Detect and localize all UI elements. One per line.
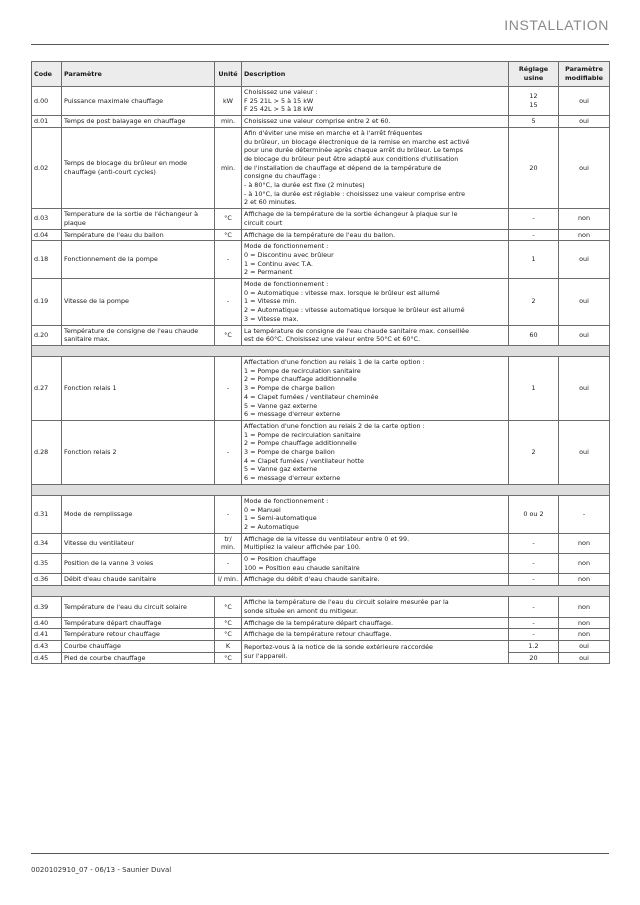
description-line: Affectation d'une fonction au relais 1 de la carte option :	[244, 357, 425, 366]
cell-parameter: Température de l'eau du circuit solaire	[62, 597, 215, 617]
cell-description	[242, 617, 509, 629]
group-separator-row	[32, 586, 610, 597]
cell-factory-setting	[509, 356, 559, 420]
table-row	[32, 356, 610, 420]
cell-description	[242, 420, 509, 484]
cell-modifiable: oui	[559, 116, 610, 128]
cell-unit: l/ min.	[215, 574, 242, 586]
description-line: 3 = Pompe de charge ballon	[244, 384, 335, 393]
description-line: 6 = message d'erreur externe	[244, 474, 341, 483]
factory-value: 0 ou 2	[523, 509, 544, 518]
column-header-factory-line2: usine	[523, 74, 544, 82]
cell-code: d.02	[32, 127, 62, 208]
description-line: 0 = Discontinu avec brûleur	[244, 250, 334, 259]
description-line: Affichage de la température départ chauffage.	[244, 618, 393, 627]
cell-unit: K	[215, 640, 242, 652]
cell-description	[242, 87, 509, 116]
cell-code: d.20	[32, 325, 62, 345]
column-header-code: Code	[32, 62, 62, 87]
factory-value: -	[532, 538, 535, 547]
cell-parameter: Puissance maximale chauffage	[62, 87, 215, 116]
cell-factory-setting	[509, 574, 559, 586]
description-line: Reportez-vous à la notice de la sonde extérieure raccordée	[244, 643, 433, 652]
cell-modifiable: oui	[559, 356, 610, 420]
cell-factory-setting	[509, 495, 559, 533]
table-row	[32, 495, 610, 533]
cell-parameter: Pied de courbe chauffage	[62, 652, 215, 664]
parameter-table	[31, 61, 610, 664]
cell-factory-setting	[509, 533, 559, 553]
description-line: sonde située en amont du mitigeur.	[244, 606, 359, 615]
table-row	[32, 229, 610, 241]
description-line: 1 = Continu avec T.A.	[244, 259, 313, 268]
column-header-modifiable-line1: Paramètre	[565, 65, 603, 74]
description-line: Affichage de la température de la sortie échangeur à plaque sur le	[244, 210, 458, 219]
cell-modifiable: non	[559, 229, 610, 241]
cell-parameter: Débit d'eau chaude sanitaire	[62, 574, 215, 586]
cell-modifiable: -	[559, 495, 610, 533]
column-header-modifiable-line2: modifiable	[565, 74, 603, 82]
cell-code: d.28	[32, 420, 62, 484]
description-line: Choisissez une valeur :	[244, 88, 318, 96]
cell-factory-setting	[509, 87, 559, 116]
cell-factory-setting	[509, 241, 559, 279]
description-line: La température de consigne de l'eau chaude sanitaire max. conseillée	[244, 326, 470, 335]
cell-parameter: Temps de blocage du brûleur en mode chauffage (anti-court cycles)	[62, 127, 215, 208]
cell-unit: °C	[215, 652, 242, 664]
description-line: 2 = Pompe chauffage additionnelle	[244, 375, 357, 384]
cell-code: d.39	[32, 597, 62, 617]
table-row	[32, 574, 610, 586]
cell-code: d.35	[32, 554, 62, 574]
description-line: 100 = Position eau chaude sanitaire	[244, 563, 360, 572]
cell-parameter: Vitesse de la pompe	[62, 279, 215, 326]
cell-code: d.18	[32, 241, 62, 279]
cell-factory-setting	[509, 127, 559, 208]
group-separator-cell	[32, 345, 610, 356]
factory-value: 5	[531, 117, 536, 126]
cell-parameter: Temps de post balayage en chauffage	[62, 116, 215, 128]
table-row	[32, 554, 610, 574]
cell-description	[242, 229, 509, 241]
cell-modifiable: non	[559, 533, 610, 553]
description-line: Mode de fonctionnement :	[244, 280, 329, 289]
factory-value: 20	[529, 653, 538, 662]
column-header-factory-line1: Réglage	[518, 65, 549, 74]
cell-description	[242, 597, 509, 617]
table-row	[32, 420, 610, 484]
cell-description	[242, 640, 509, 663]
factory-value: -	[532, 630, 535, 639]
cell-factory-setting	[509, 279, 559, 326]
cell-code: d.04	[32, 229, 62, 241]
table-row	[32, 127, 610, 208]
description-line: 1 = Semi-automatique	[244, 514, 317, 523]
cell-description	[242, 116, 509, 128]
cell-code: d.03	[32, 209, 62, 229]
cell-code: d.31	[32, 495, 62, 533]
cell-modifiable: non	[559, 597, 610, 617]
table-row	[32, 241, 610, 279]
cell-description	[242, 533, 509, 553]
description-line: Affectation d'une fonction au relais 2 de la carte option :	[244, 421, 425, 430]
column-header-parameter: Paramètre	[62, 62, 215, 87]
column-header-unit: Unité	[215, 62, 242, 87]
description-line: 1 = Pompe de recirculation sanitaire	[244, 430, 361, 439]
cell-parameter: Fonction relais 1	[62, 356, 215, 420]
table-row	[32, 279, 610, 326]
description-line: - à 80°C, la durée est fixe (2 minutes)	[244, 181, 365, 190]
cell-code: d.19	[32, 279, 62, 326]
description-line: Afin d'éviter une mise en marche et à l'arrêt fréquentes	[244, 128, 423, 137]
cell-parameter: Fonctionnement de la pompe	[62, 241, 215, 279]
description-line: de blocage du brûleur peut être adapté aux conditions d'utilisation	[244, 154, 459, 163]
factory-value: 20	[529, 163, 538, 172]
cell-unit: -	[215, 495, 242, 533]
cell-modifiable: oui	[559, 420, 610, 484]
header-divider	[31, 44, 609, 45]
cell-factory-setting	[509, 652, 559, 664]
factory-value: 2	[531, 297, 536, 306]
cell-modifiable: non	[559, 617, 610, 629]
cell-code: d.00	[32, 87, 62, 116]
cell-code: d.43	[32, 640, 62, 652]
factory-value: 1	[531, 255, 536, 264]
factory-value: -	[532, 230, 535, 239]
footer-text: 0020102910_07 - 06/13 - Saunier Duval	[31, 866, 172, 874]
cell-unit: -	[215, 420, 242, 484]
cell-code: d.34	[32, 533, 62, 553]
cell-parameter: Position de la vanne 3 voies	[62, 554, 215, 574]
cell-description	[242, 241, 509, 279]
table-row	[32, 629, 610, 641]
cell-factory-setting	[509, 209, 559, 229]
cell-modifiable: oui	[559, 87, 610, 116]
description-line: 1 = Vitesse min.	[244, 297, 297, 306]
cell-unit: -	[215, 554, 242, 574]
cell-modifiable: oui	[559, 652, 610, 664]
cell-factory-setting	[509, 640, 559, 652]
group-separator-cell	[32, 484, 610, 495]
description-line: - à 10°C, la durée est réglable : choisissez une valeur comprise entre	[244, 189, 466, 198]
cell-code: d.41	[32, 629, 62, 641]
cell-factory-setting	[509, 554, 559, 574]
column-header-description: Description	[242, 62, 509, 87]
cell-parameter: Température retour chauffage	[62, 629, 215, 641]
description-line: 2 = Automatique	[244, 522, 299, 531]
cell-unit: -	[215, 241, 242, 279]
table-row	[32, 87, 610, 116]
cell-factory-setting	[509, 420, 559, 484]
cell-modifiable: oui	[559, 241, 610, 279]
cell-description	[242, 279, 509, 326]
cell-factory-setting	[509, 629, 559, 641]
cell-modifiable: non	[559, 554, 610, 574]
cell-parameter: Température de consigne de l'eau chaude sanitaire max.	[62, 325, 215, 345]
table-row	[32, 325, 610, 345]
group-separator-cell	[32, 586, 610, 597]
cell-unit: tr/ min.	[215, 533, 242, 553]
table-row	[32, 116, 610, 128]
cell-code: d.36	[32, 574, 62, 586]
table-row	[32, 533, 610, 553]
cell-parameter: Temperature de la sortie de l'échangeur à plaque	[62, 209, 215, 229]
group-separator-row	[32, 484, 610, 495]
cell-factory-setting	[509, 325, 559, 345]
factory-value: -	[532, 575, 535, 584]
section-title: INSTALLATION	[504, 17, 609, 33]
cell-unit: min.	[215, 127, 242, 208]
column-header-modifiable	[559, 62, 610, 87]
description-line: Affichage de la vitesse du ventilateur entre 0 et 99.	[244, 534, 410, 543]
factory-value: 15	[529, 101, 538, 110]
description-line: Affichage de la température de l'eau du ballon.	[244, 230, 396, 239]
cell-description	[242, 325, 509, 345]
cell-code: d.45	[32, 652, 62, 664]
cell-unit: -	[215, 356, 242, 420]
description-line: Multipliez la valeur affichée par 100.	[244, 543, 361, 552]
cell-factory-setting	[509, 116, 559, 128]
description-line: Mode de fonctionnement :	[244, 242, 329, 251]
table-row	[32, 209, 610, 229]
description-line: de l'installation de chauffage et dépend de la température de	[244, 163, 442, 172]
cell-modifiable: oui	[559, 279, 610, 326]
cell-description	[242, 495, 509, 533]
factory-value: -	[532, 618, 535, 627]
column-header-factory-setting	[509, 62, 559, 87]
description-line: 2 et 60 minutes.	[244, 198, 297, 207]
description-line: Choisissez une valeur comprise entre 2 et 60.	[244, 117, 391, 126]
description-line: 2 = Permanent	[244, 268, 293, 277]
cell-modifiable: oui	[559, 325, 610, 345]
table-body	[32, 87, 610, 664]
factory-value: 1	[531, 384, 536, 393]
cell-description	[242, 574, 509, 586]
factory-value: 2	[531, 448, 536, 457]
description-line: sur l'appareil.	[244, 652, 288, 661]
description-line: 3 = Pompe de charge ballon	[244, 448, 335, 457]
cell-factory-setting	[509, 617, 559, 629]
description-line: 0 = Automatique : vitesse max. lorsque le brûleur est allumé	[244, 288, 440, 297]
cell-unit: kW	[215, 87, 242, 116]
group-separator-row	[32, 345, 610, 356]
factory-value: -	[532, 559, 535, 568]
cell-unit: °C	[215, 617, 242, 629]
description-line: F 25 42L > 5 à 18 kW	[244, 105, 314, 114]
cell-parameter: Fonction relais 2	[62, 420, 215, 484]
table-header-row	[32, 62, 610, 87]
cell-parameter: Température de l'eau du ballon	[62, 229, 215, 241]
description-line: 4 = Clapet fumées / ventilateur hotte	[244, 456, 364, 465]
cell-parameter: Mode de remplissage	[62, 495, 215, 533]
table-row	[32, 597, 610, 617]
description-line: 1 = Pompe de recirculation sanitaire	[244, 366, 361, 375]
cell-unit: °C	[215, 229, 242, 241]
table-row	[32, 617, 610, 629]
factory-value: 60	[529, 330, 538, 339]
description-line: Mode de fonctionnement :	[244, 496, 329, 505]
cell-unit: °C	[215, 209, 242, 229]
factory-value: 12	[529, 92, 538, 101]
cell-description	[242, 127, 509, 208]
cell-factory-setting	[509, 597, 559, 617]
description-line: 5 = Vanne gaz externe	[244, 465, 318, 474]
cell-modifiable: oui	[559, 640, 610, 652]
description-line: 3 = Vitesse max.	[244, 314, 299, 323]
description-line: 6 = message d'erreur externe	[244, 410, 341, 419]
description-line: 2 = Pompe chauffage additionnelle	[244, 439, 357, 448]
cell-description	[242, 629, 509, 641]
cell-unit: min.	[215, 116, 242, 128]
description-line: consigne du chauffage :	[244, 172, 321, 181]
description-line: pour une durée déterminée après chaque arrêt du brûleur. Le temps	[244, 146, 463, 155]
factory-value: 1.2	[528, 641, 539, 650]
cell-unit: °C	[215, 325, 242, 345]
cell-description	[242, 554, 509, 574]
description-line: Affichage de la température retour chauffage.	[244, 630, 392, 639]
cell-unit: °C	[215, 629, 242, 641]
cell-code: d.27	[32, 356, 62, 420]
cell-description	[242, 209, 509, 229]
description-line: Affichage du débit d'eau chaude sanitaire.	[244, 575, 380, 584]
cell-unit: °C	[215, 597, 242, 617]
description-line: 0 = Position chauffage	[244, 555, 317, 564]
factory-value: -	[532, 602, 535, 611]
table-row	[32, 640, 610, 652]
cell-code: d.01	[32, 116, 62, 128]
factory-value: -	[532, 214, 535, 223]
description-line: 0 = Manuel	[244, 505, 281, 514]
description-line: 4 = Clapet fumées / ventilateur cheminée	[244, 392, 379, 401]
cell-modifiable: non	[559, 629, 610, 641]
description-line: du brûleur, un blocage électronique de la remise en marche est activé	[244, 137, 470, 146]
cell-code: d.40	[32, 617, 62, 629]
description-line: est de 60°C. Choisissez une valeur entre 50°C et 60°C.	[244, 335, 421, 344]
cell-unit: -	[215, 279, 242, 326]
cell-factory-setting	[509, 229, 559, 241]
cell-modifiable: oui	[559, 127, 610, 208]
description-line: F 25 21L > 5 à 15 kW	[244, 96, 314, 105]
description-line: 2 = Automatique : vitesse automatique lorsque le brûleur est allumé	[244, 306, 465, 315]
cell-modifiable: non	[559, 209, 610, 229]
footer-divider	[31, 853, 609, 854]
description-line: Affiche la température de l'eau du circuit solaire mesurée par la	[244, 598, 449, 607]
cell-parameter: Vitesse du ventilateur	[62, 533, 215, 553]
description-line: 5 = Vanne gaz externe	[244, 401, 318, 410]
cell-modifiable: non	[559, 574, 610, 586]
cell-parameter: Température départ chauffage	[62, 617, 215, 629]
description-line: circuit court	[244, 218, 283, 227]
cell-parameter: Courbe chauffage	[62, 640, 215, 652]
cell-description	[242, 356, 509, 420]
